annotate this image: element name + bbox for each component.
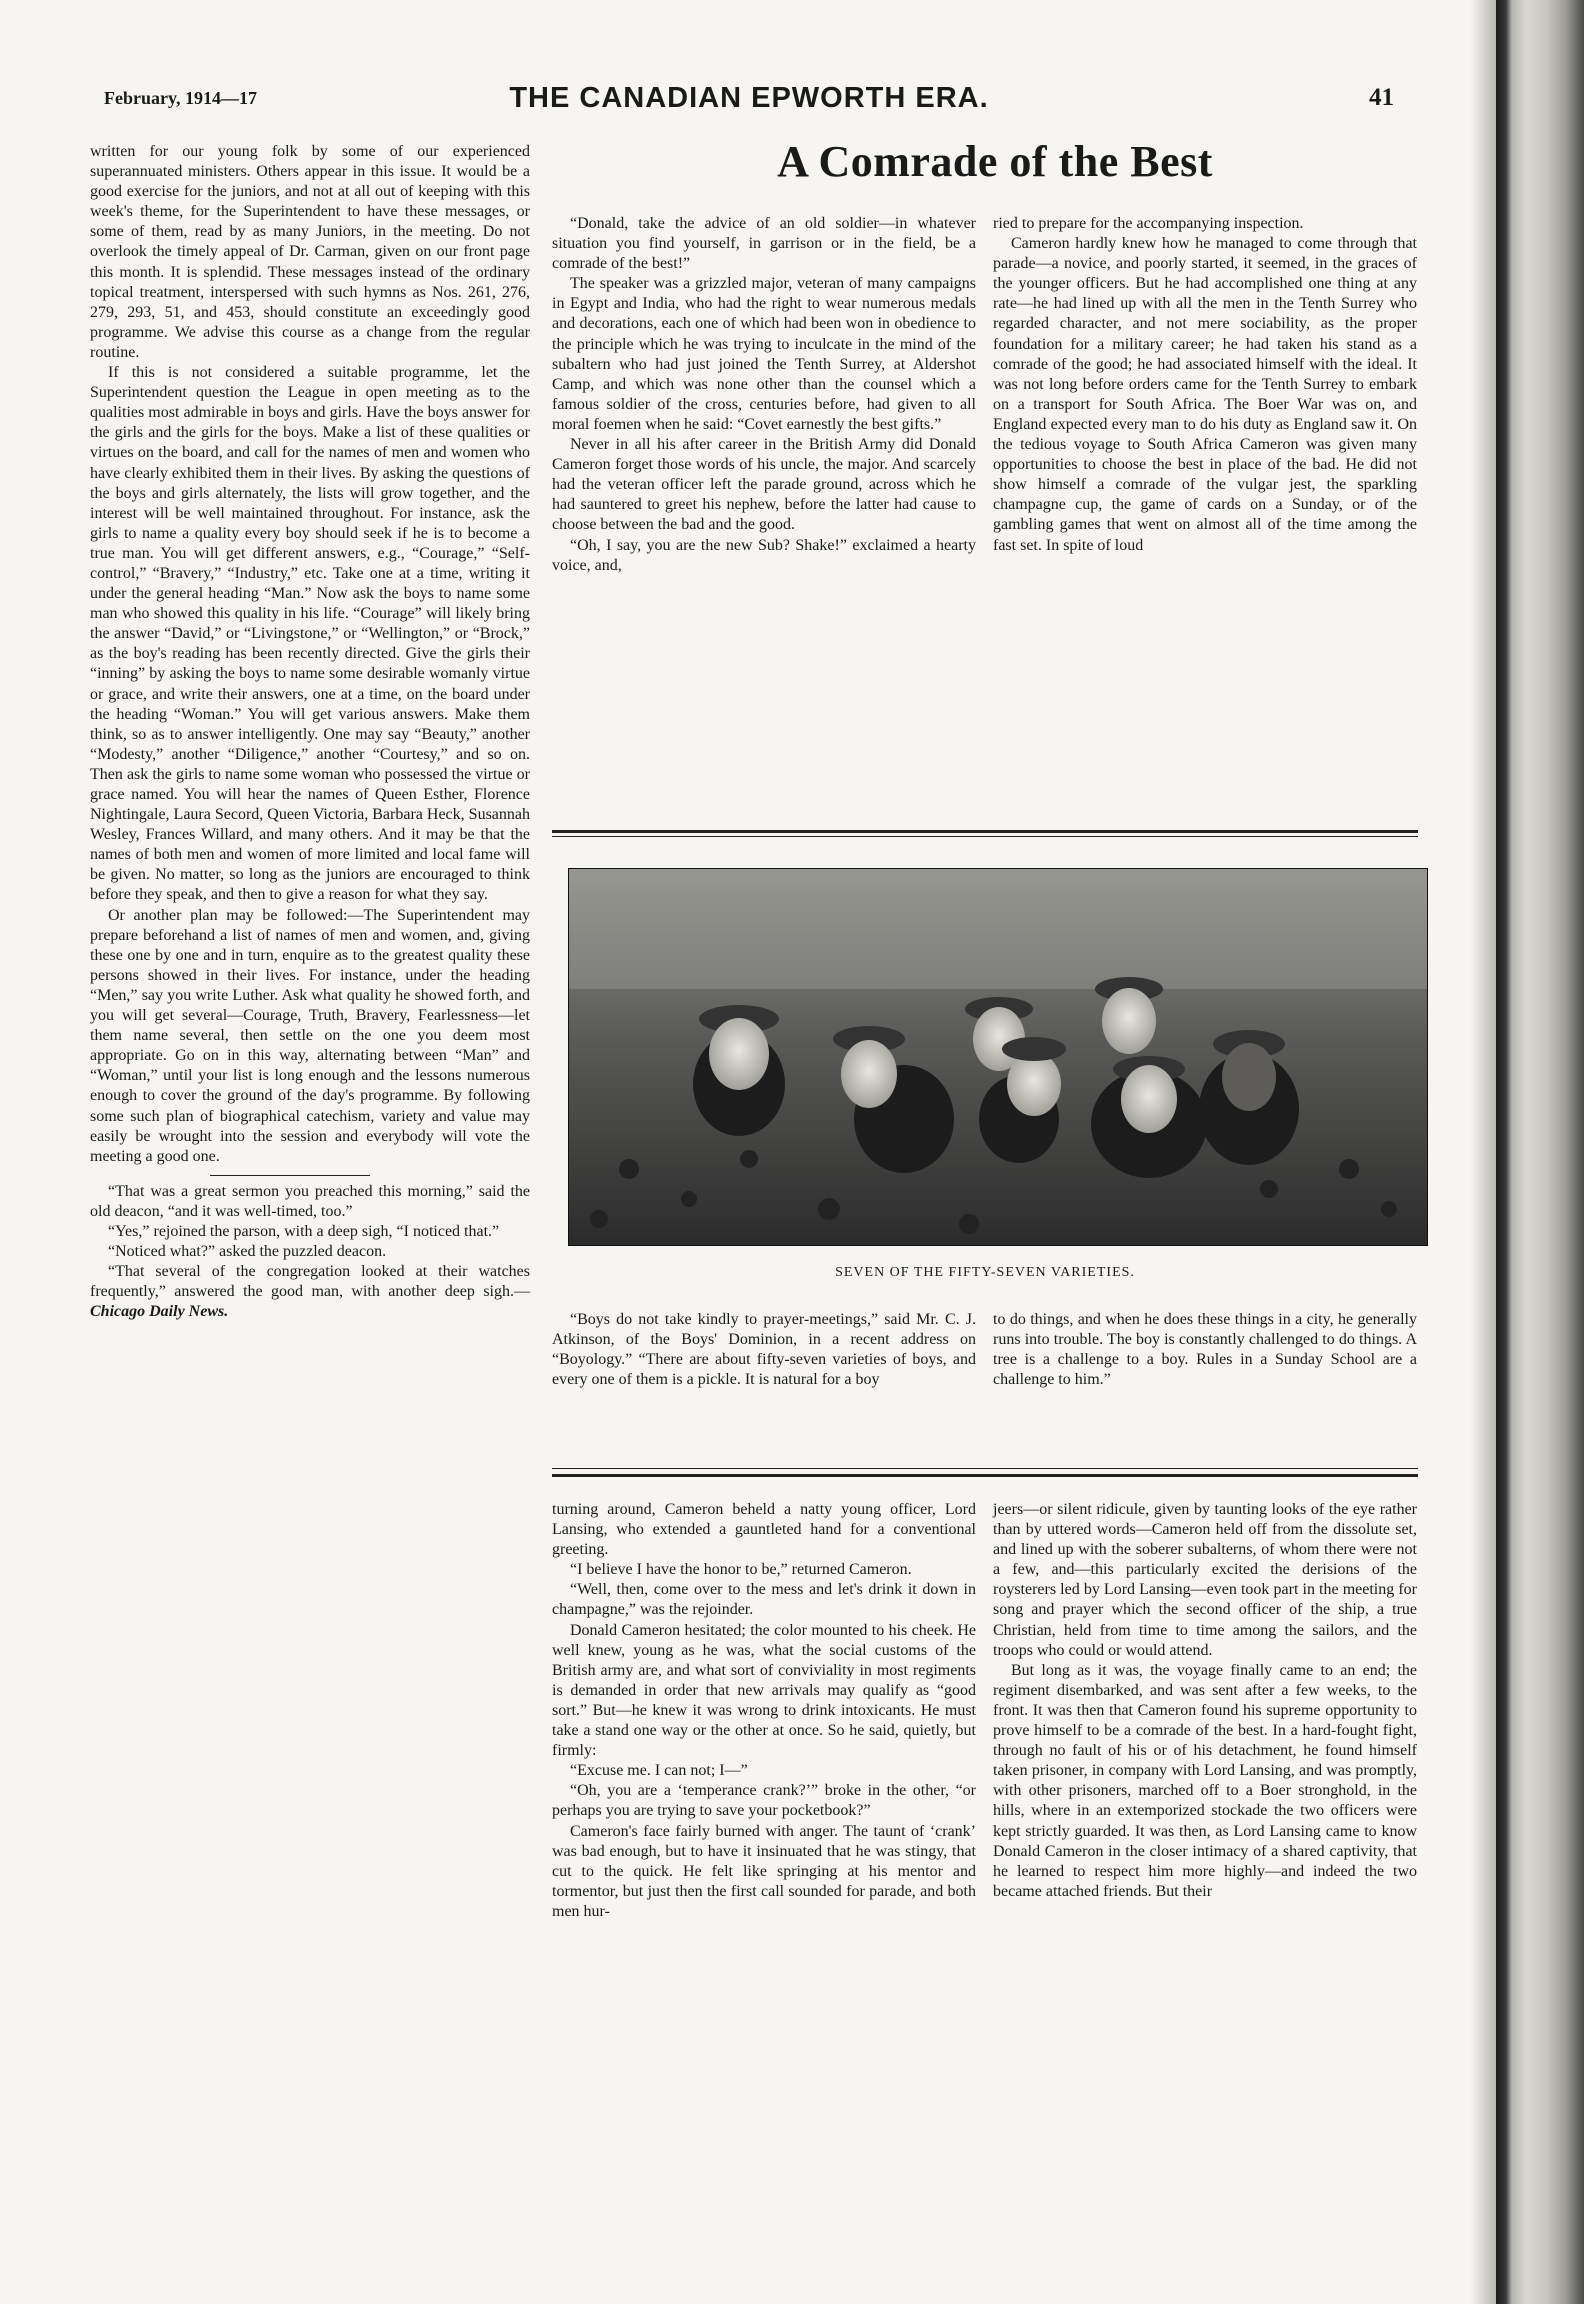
paragraph: “Oh, you are a ‘temperance crank?’” broke in the other, “or perhaps you are trying to save your pocketbook?” [552,1782,976,1820]
photo-image [569,869,1427,1245]
anecdote-text: “That several of the congregation looked at their watches frequently,” answered the good man, with another deep sigh.— [90,1263,530,1301]
paragraph: “Yes,” rejoined the parson, with a deep sigh, “I noticed that.” [108,1222,500,1240]
divider [210,1175,370,1176]
section-rule [552,830,1418,833]
magazine-title: THE CANADIAN EPWORTH ERA. [509,82,989,114]
paragraph: jeers—or silent ridicule, given by taunting looks of the eye rather than by uttered words—Cameron held off from the dissolute set, and lined up with the soberer subalterns, of whom there were not a few, and—this particularly excited the derisions of the roysterers led by Lord Lansing—even took part in the meeting for song and prayer which the second officer of the ship, a true Christian, held from time to time among the sailors, and the troops who could or would attend. [993,1501,1417,1659]
left-column [90,142,530,1322]
article-column-3 [552,1500,976,1922]
paragraph: “I believe I have the honor to be,” returned Cameron. [570,1561,912,1579]
paragraph: Cameron's face fairly burned with anger. The taunt of ‘crank’ was bad enough, but to have it insinuated that he was stingy, that cut to the quick. He felt like springing at his mentor and tormentor, but just then the first call sounded for parade, and both men hur- [552,1822,976,1920]
book-spine [1496,0,1584,2304]
article-title: A Comrade of the Best [777,137,1213,186]
paragraph: “Excuse me. I can not; I—” [570,1762,748,1780]
section-rule [552,836,1418,837]
paragraph: Cameron hardly knew how he managed to come through that parade—a novice, and poorly started, it seemed, in the graces of the younger officers. But he had accomplished one thing at any rate—he had lined up with all the men in the Tenth Surrey who regarded character, and not mere sociability, as the proper foundation for a military career; he had taken his stand as a comrade of the good; he had associated himself with the ideal. It was not long before orders came for the Tenth Surrey to embark on a transport for South Africa. The Boer War was on, and England expected every man to do his duty as England saw it. On the tedious voyage to South Africa Cameron was given many opportunities to choose the best in place of the bad. He did not show himself a comrade of the vulgar jest, the sparkling champagne cup, the game of cards on a Sunday, or of the gambling games that went on almost all of the time among the fast set. In spite of loud [993,235,1417,554]
paragraph: written for our young folk by some of our experienced superannuated ministers. Others appear in this issue. It would be a good exercise for the juniors, and not at all out of keeping with this week's theme, for the Superintendent to have these messages, or some of them, read by as many Juniors, in the meeting. Do not overlook the timely appeal of Dr. Carman, given on our front page this month. It is splendid. These messages instead of the ordinary topical treatment, interspersed with such hymns as Nos. 261, 276, 279, 293, 51, and 453, should constitute an exceedingly good programme. We advise this course as a change from the regular routine. [90,143,530,361]
article-column-1 [552,214,976,576]
paragraph: to do things, and when he does these things in a city, he generally runs into trouble. The boy is constantly challenged to do things. A tree is a challenge to a boy. Rules in a Sunday School are a challenge to him.” [993,1311,1417,1389]
paragraph: “Well, then, come over to the mess and let's drink it down in champagne,” was the rejoinder. [552,1581,976,1619]
boxed-quote-column-1 [552,1310,976,1390]
article-column-2 [993,214,1417,556]
paragraph: The speaker was a grizzled major, veteran of many campaigns in Egypt and India, who had the right to wear numerous medals and decorations, each one of which had been won in obedience to the principle which he was trying to inculcate in the mind of the subaltern who had just joined the Tenth Surrey, at Aldershot Camp, and which was none other than the counsel which a famous soldier of the cross, centuries before, had given to all moral foemen when he said: “Covet earnestly the best gifts.” [552,275,976,433]
paragraph: turning around, Cameron beheld a natty young officer, Lord Lansing, who extended a gauntleted hand for a conventional greeting. [552,1501,976,1559]
paragraph [90,1262,530,1322]
running-header [104,82,1394,122]
paragraph: “Noticed what?” asked the puzzled deacon. [108,1243,387,1261]
paragraph: “Donald, take the advice of an old soldier—in whatever situation you find yourself, in garrison or in the field, be a comrade of the best!” [552,215,976,273]
boxed-quote-column-2 [993,1310,1417,1390]
page-number: 41 [1369,84,1394,111]
paragraph: Donald Cameron hesitated; the color mounted to his cheek. He well knew, young as he was, what the social customs of the British army are, and what sort of conviviality in most regiments is demanded in order that new arrivals may qualify as “good sort.” But—he knew it was wrong to drink intoxicants. He must take a stand one way or the other at once. So he said, quietly, but firmly: [552,1621,976,1760]
paragraph: Never in all his after career in the British Army did Donald Cameron forget those words of his uncle, the major. And scarcely had the veteran officer left the parade ground, across which he had sauntered to greet his nephew, before the latter had cause to choose between the bad and the good. [552,436,976,534]
section-rule [552,1468,1418,1469]
article-column-4 [993,1500,1417,1902]
paragraph: ried to prepare for the accompanying inspection. [993,215,1304,232]
source-credit: Chicago Daily News. [90,1303,229,1321]
binding-shadow [1470,0,1496,2304]
boys-photograph [568,868,1428,1246]
section-rule [552,1474,1418,1477]
paragraph: “That was a great sermon you preached this morning,” said the old deacon, “and it was well-timed, too.” [90,1182,530,1220]
paragraph: If this is not considered a suitable programme, let the Superintendent question the League in open meeting as to the qualities most admirable in boys and girls. Have the boys answer for the girls and the girls for the boys. Make a list of these qualities or virtues on the board, and call for the names of men and women who have clearly exhibited them in their lives. By asking the questions of the boys and girls alternately, the lists will grow together, and the interest will be well maintained throughout. For instance, ask the girls to name a quality every boy should seek if he is to become a true man. You will get different answers, e.g., “Courage,” “Self-control,” “Bravery,” “Industry,” etc. Take one at a time, writing it under the general heading “Man.” Now ask the boys to name some man who showed this quality in his life. “Courage” will likely bring the answer “David,” or “Livingstone,” or “Wellington,” or “Brock,” as the boy's reading has been recently directed. Give the girls their “inning” by asking the boys to name some desirable womanly virtue or grace, and write their answers, one at a time, on the board under the heading “Woman.” You will get various answers. Make them think, so as to answer intelligently. One may say “Beauty,” another “Modesty,” another “Diligence,” another “Courtesy,” and so on. Then ask the girls to name some woman who possessed the virtue or grace named. You will hear the names of Queen Esther, Florence Nightingale, Laura Secord, Queen Victoria, Barbara Heck, Susannah Wesley, Frances Willard, and many others. And it may be that the names of both men and women of more limited and local fame will be given. No matter, so long as the juniors are encouraged to think before they speak, and then to give a reason for what they say. [90,364,530,904]
paragraph: But long as it was, the voyage finally came to an end; the regiment disembarked, and was sent after a few weeks, to the front. It was then that Cameron found his supreme opportunity to prove himself to be a comrade of the best. In a hard-fought fight, through no fault of his or of his detachment, he found himself taken prisoner, in company with Lord Lansing, and was promptly, with other prisoners, marched off to a Boer stronghold, in the hills, where in an extemporized stockade the two officers were kept strictly guarded. It was then, as Lord Lansing came to know Donald Cameron in the closer intimacy of a shared captivity, that he learned to respect him more highly—and indeed the two became attached friends. But their [993,1661,1417,1900]
issue-date: February, 1914—17 [104,88,257,108]
paragraph: “Oh, I say, you are the new Sub? Shake!” exclaimed a hearty voice, and, [552,536,976,574]
paragraph: Or another plan may be followed:—The Superintendent may prepare beforehand a list of names of men and women, and, giving these one by one and in turn, enquire as to the greatest quality these persons showed in their lives. For instance, under the heading “Men,” say you write Luther. Ask what quality he showed forth, and you will get several—Courage, Truth, Bravery, Fearlessness—let them name several, then settle on the one you deem most appropriate. Go on in this way, alternating between “Man” and “Woman,” until your list is long enough and the lessons numerous enough to cover the ground of the day's programme. By following some such plan of biographical catechism, variety and value may easily be wrought into the session and everybody will vote the meeting a good one. [90,906,530,1165]
paragraph: “Boys do not take kindly to prayer-meetings,” said Mr. C. J. Atkinson, of the Boys' Dominion, in a recent address on “Boyology.” “There are about fifty-seven varieties of boys, and every one of them is a pickle. It is natural for a boy [552,1311,976,1389]
photo-caption: SEVEN OF THE FIFTY-SEVEN VARIETIES. [835,1265,1135,1280]
